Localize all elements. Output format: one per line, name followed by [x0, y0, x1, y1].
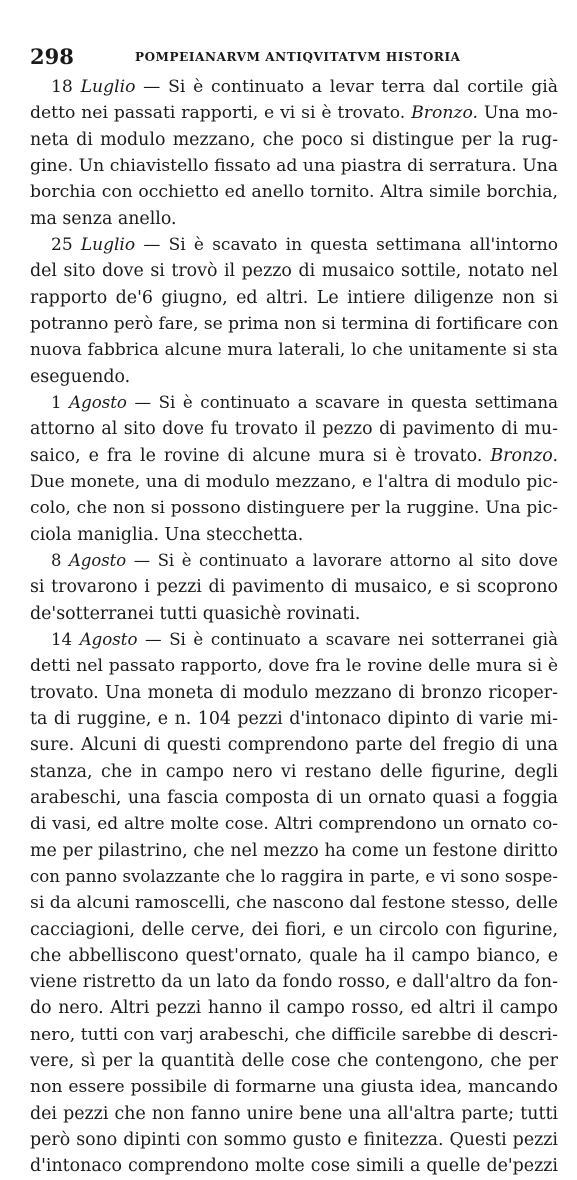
- text-run: colo, che non si possono distinguere per la ruggine. Una pic-: [30, 498, 558, 519]
- text-run: — Si è continuato a scavare in questa settimana: [126, 392, 559, 412]
- text-run: gine. Un chiavistello fissato ad una piastra di serratura. Una: [30, 155, 558, 176]
- text-run: nero, tutti con varj arabeschi, che difficile sarebbe di descri-: [30, 1024, 558, 1045]
- text-run: viene ristretto da un lato da fondo rosso, e dall'altro da fon-: [30, 972, 558, 993]
- text-line: [30, 601, 558, 627]
- text-run: — Si è continuato a levar terra dal cortile già: [135, 77, 558, 97]
- text-line: [30, 495, 558, 521]
- text-run: si trovarono i pezzi di pavimento di musaico, e si scoprono: [30, 577, 558, 598]
- running-title: POMPEIANARVM ANTIQVITATVM HISTORIA: [135, 50, 461, 64]
- text-run: si da alcuni ramoscelli, che nascono dal festone stesso, delle: [30, 893, 559, 914]
- italic-text: Luglio: [80, 77, 136, 97]
- text-line: [30, 890, 558, 916]
- text-line: [30, 574, 558, 600]
- italic-text: Agosto: [69, 550, 127, 570]
- page-number: 298: [30, 44, 74, 69]
- text-line: [30, 1074, 558, 1100]
- text-run: non essere possibile di formarne una giusta idea, mancando: [30, 1077, 558, 1098]
- text-run: 8: [51, 550, 70, 570]
- text-run: vere, sì per la quantità delle cose che contengono, che per: [30, 1051, 558, 1072]
- text-line: [30, 627, 558, 653]
- text-line: [30, 522, 558, 548]
- text-line: [30, 1048, 558, 1074]
- text-run: ma senza anello.: [30, 208, 177, 229]
- text-run: ta di ruggine, e n. 104 pezzi d'intonaco dipinto di varie mi-: [30, 708, 558, 729]
- text-run: che abbelliscono quest'ornato, quale ha il campo bianco, e: [30, 945, 558, 966]
- text-run: arabeschi, una fascia composta di un ornato quasi a foggia: [30, 787, 558, 808]
- text-line: [30, 337, 558, 363]
- text-run: do nero. Altri pezzi hanno il campo rosso, ed altri il campo: [30, 998, 558, 1019]
- text-line: [30, 1153, 558, 1179]
- text-run: borchia con occhietto ed anello tornito. Altra simile borchia,: [30, 182, 558, 203]
- text-line: [30, 443, 558, 469]
- text-run: potranno però fare, se prima non si termina di fortificare con: [30, 313, 559, 334]
- text-run: 18: [51, 77, 81, 97]
- text-run: me per pilastrino, che nel mezzo ha come un festone diritto: [30, 840, 558, 861]
- text-run: 14: [51, 629, 80, 649]
- text-run: stanza, che in campo nero vi restano delle figurine, degli: [30, 761, 558, 782]
- text-run: eseguendo.: [30, 366, 131, 387]
- text-line: [30, 179, 558, 205]
- text-run: dei pezzi che non fanno unire bene una all'altra parte; tutti: [30, 1103, 558, 1124]
- text-run: — Si è scavato in questa settimana all'intorno: [135, 234, 558, 255]
- text-line: [30, 416, 558, 442]
- text-run: di vasi, ed altre molte cose. Altri comprendono un ornato co-: [30, 814, 558, 835]
- text-line: [30, 364, 558, 390]
- text-run: detto nei passati rapporti, e vi si è trovato.: [30, 103, 412, 124]
- italic-text: Agosto: [79, 629, 138, 649]
- text-run: — Si è continuato a lavorare attorno al sito dove: [126, 550, 558, 570]
- text-line: [30, 759, 558, 785]
- text-line: [30, 74, 558, 100]
- page-header: [30, 45, 558, 69]
- text-line: [30, 285, 558, 311]
- text-run: nuova fabbrica alcune mura laterali, lo che unitamente si sta: [30, 340, 558, 361]
- text-run: Una mo-: [477, 103, 558, 124]
- text-line: [30, 969, 558, 995]
- text-run: neta di modulo mezzano, che poco si distingue per la rug-: [30, 129, 558, 150]
- text-line: [30, 653, 558, 679]
- text-line: [30, 943, 558, 969]
- text-line: [30, 995, 558, 1021]
- text-line: [30, 258, 558, 284]
- body-text: [30, 74, 558, 1180]
- text-run: 25: [51, 234, 81, 255]
- text-run: ciola maniglia. Una stecchetta.: [30, 524, 304, 545]
- text-line: [30, 785, 558, 811]
- text-line: [30, 100, 558, 126]
- text-line: [30, 311, 558, 337]
- text-line: [30, 680, 558, 706]
- text-line: [30, 1127, 558, 1153]
- text-run: però sono dipinti con sommo gusto e finitezza. Questi pezzi: [30, 1130, 558, 1151]
- text-line: [30, 732, 558, 758]
- text-run: trovato. Una moneta di modulo mezzano di bronzo ricoper-: [30, 682, 558, 703]
- text-line: [30, 838, 558, 864]
- text-run: saico, e fra le rovine di alcune mura si è trovato.: [30, 445, 491, 466]
- text-run: d'intonaco comprendono molte cose simili a quelle de'pezzi: [30, 1156, 558, 1177]
- text-run: del sito dove si trovò il pezzo di musaico sottile, notato nel: [30, 261, 558, 282]
- text-run: detti nel passato rapporto, dove fra le rovine delle mura si è: [30, 656, 558, 677]
- text-line: [30, 153, 558, 179]
- text-line: [30, 390, 558, 416]
- text-run: cacciagioni, delle cerve, dei fiori, e un circolo con figurine,: [30, 919, 558, 940]
- italic-text: Bronzo.: [490, 445, 558, 466]
- text-line: [30, 917, 558, 943]
- text-line: [30, 206, 558, 232]
- text-run: attorno al sito dove fu trovato il pezzo di pavimento di mu-: [30, 419, 558, 440]
- text-line: [30, 232, 558, 258]
- text-line: [30, 469, 558, 495]
- text-run: con panno svolazzante che lo raggira in parte, e vi sono sospe-: [30, 866, 558, 886]
- text-run: rapporto de'6 giugno, ed altri. Le intiere diligenze non si: [30, 287, 558, 308]
- text-run: Due monete, una di modulo mezzano, e l'altra di modulo pic-: [30, 471, 558, 492]
- text-line: [30, 864, 558, 890]
- text-line: [30, 706, 558, 732]
- italic-text: Agosto: [69, 392, 127, 412]
- text-run: — Si è continuato a scavare nei sotterranei già: [137, 629, 559, 649]
- text-line: [30, 1022, 558, 1048]
- text-run: sure. Alcuni di questi comprendono parte del fregio di una: [30, 735, 558, 756]
- italic-text: Luglio: [80, 234, 136, 255]
- text-run: de'sotterranei tutti quasichè rovinati.: [30, 603, 361, 624]
- text-line: [30, 127, 558, 153]
- text-line: [30, 811, 558, 837]
- text-line: [30, 1101, 558, 1127]
- text-run: 1: [51, 392, 70, 412]
- italic-text: Bronzo.: [411, 103, 478, 124]
- text-line: [30, 548, 558, 574]
